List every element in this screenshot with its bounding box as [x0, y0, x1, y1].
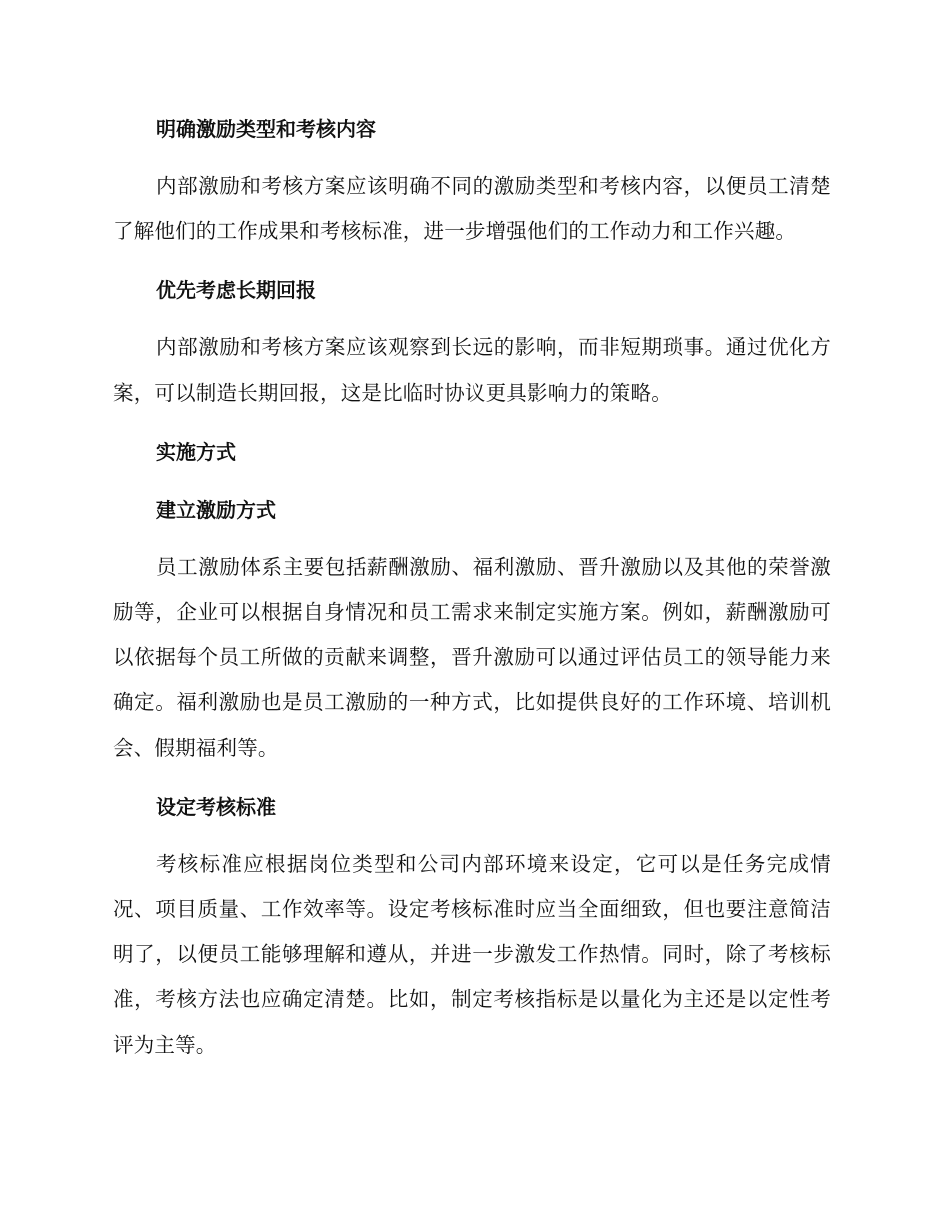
- section-heading-implementation: 实施方式: [156, 439, 236, 464]
- document-body: [113, 110, 831, 1068]
- section-heading-build-incentives: 建立激励方式: [156, 497, 276, 522]
- paragraph-incentive-types: 内部激励和考核方案应该明确不同的激励类型和考核内容，以便员工清楚了解他们的工作成果和考核标准，进一步增强他们的工作动力和工作兴趣。: [113, 174, 831, 244]
- paragraph-assessment-standards: 考核标准应根据岗位类型和公司内部环境来设定，它可以是任务完成情况、项目质量、工作效率等。设定考核标准时应当全面细致，但也要注意简洁明了，以便员工能够理解和遵从，并进一步激发工作热情。同时，除了考核标准，考核方法也应确定清楚。比如，制定考核指标是以量化为主还是以定性考评为主等。: [113, 851, 831, 1057]
- section-heading-assessment-standards: 设定考核标准: [156, 794, 276, 819]
- section-heading-incentive-types: 明确激励类型和考核内容: [156, 117, 376, 141]
- paragraph-long-term-return: 内部激励和考核方案应该观察到长远的影响，而非短期琐事。通过优化方案，可以制造长期回报，这是比临时协议更具影响力的策略。: [113, 335, 831, 405]
- section-heading-long-term-return: 优先考虑长期回报: [156, 278, 316, 303]
- paragraph-build-incentives: 员工激励体系主要包括薪酬激励、福利激励、晋升激励以及其他的荣誉激励等，企业可以根据自身情况和员工需求来制定实施方案。例如，薪酬激励可以依据每个员工所做的贡献来调整，晋升激励可以通过评估员工的领导能力来确定。福利激励也是员工激励的一种方式，比如提供良好的工作环境、培训机会、假期福利等。: [113, 554, 831, 760]
